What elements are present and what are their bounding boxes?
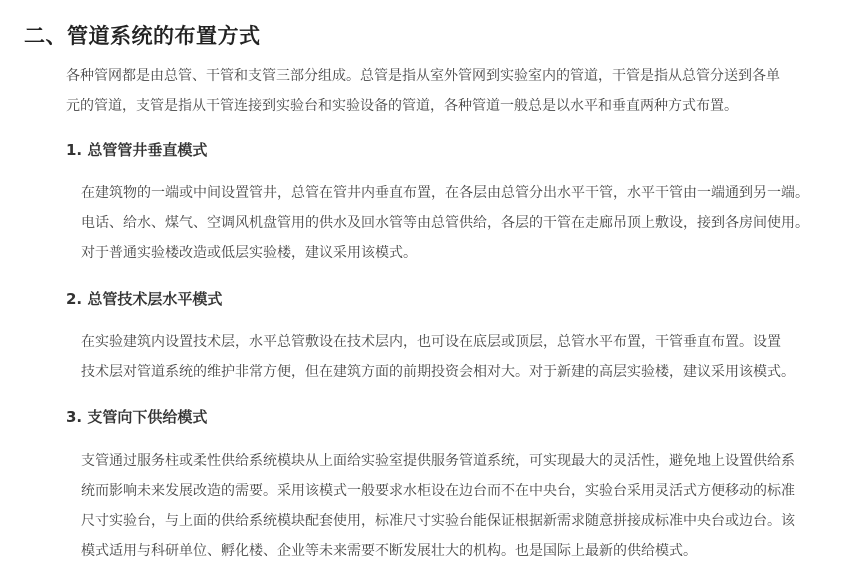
text-line: 尺寸实验台，与上面的供给系统模块配套使用，标准尺寸实验台能保证根据新需求随意拼接成标准中央台或边台。该	[81, 513, 795, 529]
text-line: 各种管网都是由总管、干管和支管三部分组成。总管是指从室外管网到实验室内的管道，干管是指从总管分送到各单	[66, 68, 780, 84]
text-line: 电话、给水、煤气、空调风机盘管用的供水及回水管等由总管供给，各层的干管在走廊吊顶上敷设，接到各房间使用。	[81, 215, 809, 231]
subheading-vertical-shaft: 1. 总管管井垂直模式	[66, 141, 208, 159]
text-line: 模式适用与科研单位、孵化楼、企业等未来需要不断发展壮大的机构。也是国际上最新的供给模式。	[81, 543, 697, 559]
section-title: 二、管道系统的布置方式	[24, 24, 261, 48]
subheading-downward-supply: 3. 支管向下供给模式	[66, 408, 208, 426]
text-line: 在建筑物的一端或中间设置管井，总管在管井内垂直布置，在各层由总管分出水平干管，水平干管由一端通到另一端。	[81, 185, 809, 201]
text-line: 统而影响未来发展改造的需要。采用该模式一般要求水柜设在边台而不在中央台，实验台采用灵活式方便移动的标准	[81, 483, 795, 499]
paragraph-vertical-shaft	[81, 178, 823, 268]
intro-paragraph	[66, 61, 824, 121]
text-line: 技术层对管道系统的维护非常方便，但在建筑方面的前期投资会相对大。对于新建的高层实验楼，建议采用该模式。	[81, 364, 795, 380]
paragraph-technical-floor	[81, 327, 823, 387]
text-line: 支管通过服务柱或柔性供给系统模块从上面给实验室提供服务管道系统，可实现最大的灵活性，避免地上设置供给系	[81, 453, 795, 469]
subheading-technical-floor: 2. 总管技术层水平模式	[66, 290, 223, 308]
paragraph-downward-supply	[81, 446, 823, 566]
text-line: 元的管道，支管是指从干管连接到实验台和实验设备的管道，各种管道一般总是以水平和垂直两种方式布置。	[66, 98, 738, 114]
text-line: 对于普通实验楼改造或低层实验楼，建议采用该模式。	[81, 245, 417, 261]
text-line: 在实验建筑内设置技术层，水平总管敷设在技术层内，也可设在底层或顶层，总管水平布置，干管垂直布置。设置	[81, 334, 781, 350]
